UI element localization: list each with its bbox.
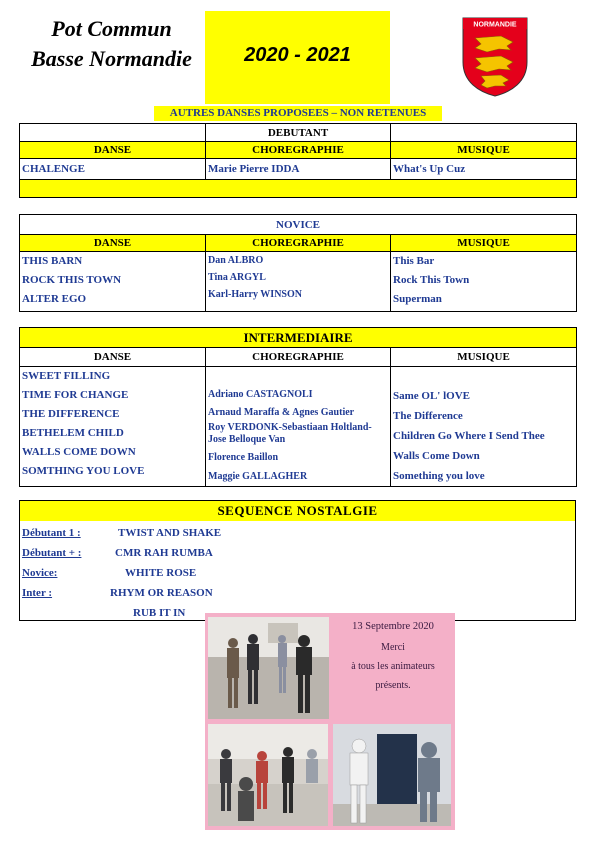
photo-collage-card — [205, 613, 455, 830]
dance-cell: ALTER EGO — [22, 293, 87, 305]
nostalgie-value: RUB IT IN — [133, 607, 186, 619]
novice-music-col — [391, 252, 577, 312]
dance-cell: TIME FOR CHANGE — [22, 389, 129, 401]
choreo-cell: Marie Pierre IDDA — [206, 159, 391, 180]
nostalgie-label: Débutant 1 : — [22, 527, 81, 539]
other-dances-banner: AUTRES DANSES PROPOSEES – NON RETENUES — [154, 106, 442, 121]
nostalgie-value: TWIST AND SHAKE — [118, 527, 222, 539]
music-cell: Walls Come Down — [393, 450, 480, 462]
dance-cell: WALLS COME DOWN — [22, 446, 136, 458]
event-date: 13 Septembre 2020 — [352, 621, 434, 632]
event-photo — [333, 724, 451, 826]
novice-table — [19, 214, 577, 312]
col-dance-header: DANSE — [20, 142, 206, 159]
debutant-table — [19, 123, 577, 198]
music-cell: The Difference — [393, 410, 463, 422]
dance-cell: THE DIFFERENCE — [22, 408, 120, 420]
yellow-spacer-row — [20, 180, 577, 198]
choreo-cell: Arnaud Maraffa & Agnes Gautier — [208, 407, 355, 418]
nostalgie-item — [22, 526, 322, 546]
dance-cell: ROCK THIS TOWN — [22, 274, 122, 286]
dance-cell: CHALENGE — [20, 159, 206, 180]
thanks-line-3: présents. — [375, 680, 411, 691]
col-music-header: MUSIQUE — [391, 142, 577, 159]
season-label: 2020 - 2021 — [244, 44, 351, 66]
thanks-line-1: Merci — [381, 642, 405, 653]
col-dance-header: DANSE — [20, 348, 206, 367]
nostalgie-item — [22, 566, 322, 586]
intermediaire-table — [19, 327, 577, 487]
debutant-title: DEBUTANT — [206, 124, 391, 142]
dance-cell: BETHELEM CHILD — [22, 427, 124, 439]
nostalgie-value: WHITE ROSE — [125, 567, 197, 579]
col-choreo-header: CHOREGRAPHIE — [206, 235, 391, 252]
col-music-header: MUSIQUE — [391, 348, 577, 367]
nostalgie-label: Débutant + : — [22, 547, 82, 559]
music-cell: Children Go Where I Send Thee — [393, 430, 545, 442]
document-title — [14, 14, 209, 74]
nostalgie-label: Novice: — [22, 567, 58, 579]
col-dance-header: DANSE — [20, 235, 206, 252]
novice-title: NOVICE — [20, 215, 577, 235]
choreo-cell: Karl-Harry WINSON — [208, 289, 302, 300]
debutant-empty-cell — [20, 124, 206, 142]
col-music-header: MUSIQUE — [391, 235, 577, 252]
nostalgie-item — [22, 546, 322, 566]
music-cell: Same OL' lOVE — [393, 390, 471, 402]
nostalgie-value: RHYM OR REASON — [110, 587, 213, 599]
choreo-cell: Tina ARGYL — [208, 272, 266, 283]
music-cell: Something you love — [393, 470, 485, 482]
choreo-cell: Adriano CASTAGNOLI — [208, 389, 313, 400]
novice-dance-col — [20, 252, 206, 312]
crest-label: NORMANDIE — [473, 21, 517, 29]
intermediaire-music-col — [391, 367, 577, 487]
choreo-cell: Roy VERDONK-Sebastiaan Holtland-Jose Belloque Van — [208, 422, 372, 445]
dance-cell: SWEET FILLING — [22, 370, 111, 382]
dance-cell: SOMTHING YOU LOVE — [22, 465, 145, 477]
title-line-2: Basse Normandie — [31, 46, 192, 71]
nostalgie-value: CMR RAH RUMBA — [115, 547, 213, 559]
thanks-panel — [333, 621, 453, 691]
normandie-crest — [461, 16, 529, 98]
music-cell: Superman — [393, 293, 442, 305]
nostalgie-item — [22, 586, 322, 606]
nostalgie-title: SEQUENCE NOSTALGIE — [20, 501, 575, 521]
event-photo — [208, 617, 329, 719]
nostalgie-label: Inter : — [22, 587, 53, 599]
choreo-cell: Maggie GALLAGHER — [208, 471, 308, 482]
music-cell: What's Up Cuz — [391, 159, 577, 180]
music-cell: Rock This Town — [393, 274, 470, 286]
nostalgie-list — [22, 526, 322, 626]
intermediaire-choreo-col — [206, 367, 391, 487]
event-photo — [208, 724, 328, 826]
title-line-1: Pot Commun — [51, 16, 172, 41]
thanks-line-2: à tous les animateurs — [351, 661, 435, 672]
novice-choreo-col — [206, 252, 391, 312]
intermediaire-title: INTERMEDIAIRE — [20, 328, 577, 348]
col-choreo-header: CHOREGRAPHIE — [206, 348, 391, 367]
music-cell: This Bar — [393, 255, 435, 267]
choreo-cell: Florence Baillon — [208, 452, 279, 463]
intermediaire-dance-col — [20, 367, 206, 487]
choreo-cell: Dan ALBRO — [208, 255, 264, 266]
col-choreo-header: CHOREGRAPHIE — [206, 142, 391, 159]
debutant-empty-cell — [391, 124, 577, 142]
dance-cell: THIS BARN — [22, 255, 83, 267]
